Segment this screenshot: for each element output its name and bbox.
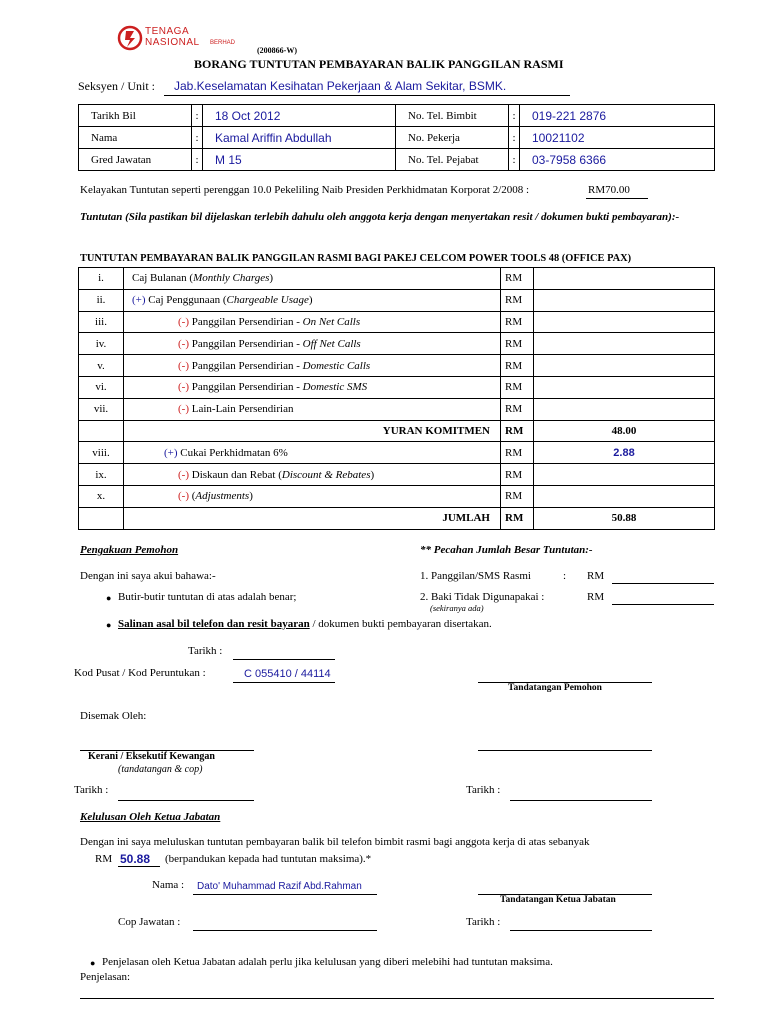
- eligibility-amount: RM70.00: [588, 184, 630, 196]
- row-description: (-) Panggilan Persendirian - Domestic SMS: [124, 376, 501, 398]
- commitment-amount: 48.00: [534, 420, 715, 442]
- colon: :: [192, 149, 203, 171]
- declaration-bullet2: Salinan asal bil telefon dan resit bayaran / dokumen bukti pembayaran disertakan.: [118, 618, 492, 630]
- mobile-field[interactable]: 019-221 2876: [520, 105, 715, 127]
- rm-label: RM: [501, 355, 534, 377]
- rm-label: RM: [587, 570, 605, 582]
- breakdown-item2-note: (sekiranya ada): [430, 603, 484, 613]
- rm-label: RM: [501, 333, 534, 355]
- row-number: vii.: [79, 398, 124, 420]
- approval-heading: Kelulusan Oleh Ketua Jabatan: [80, 811, 221, 823]
- row-number: viii.: [79, 442, 124, 464]
- breakdown-item2: 2. Baki Tidak Digunapakai :: [420, 591, 545, 603]
- stamp-field[interactable]: [193, 930, 377, 931]
- breakdown-item1: 1. Panggilan/SMS Rasmi: [420, 570, 531, 582]
- rm-label: RM: [501, 464, 534, 486]
- grade-field[interactable]: M 15: [203, 149, 396, 171]
- row-description: (-) Diskaun dan Rebat (Discount & Rebates): [124, 464, 501, 486]
- grade-label: Gred Jawatan: [79, 149, 192, 171]
- hod-name-field[interactable]: Dato' Muhammad Razif Abd.Rahman: [197, 881, 362, 892]
- checker-role-note: (tandatangan & cop): [118, 764, 203, 775]
- approval-rm-label: RM: [95, 853, 113, 865]
- amount-field[interactable]: 2.88: [534, 442, 715, 464]
- breakdown-item2-field[interactable]: [612, 604, 714, 605]
- right-date-field[interactable]: [510, 800, 652, 801]
- explanation-field[interactable]: [80, 998, 714, 999]
- row-description: (-) Panggilan Persendirian - Domestic Calls: [124, 355, 501, 377]
- claims-table: [78, 267, 715, 530]
- table-row: [79, 268, 715, 290]
- cost-code-field[interactable]: C 055410 / 44114: [244, 668, 331, 680]
- claims-title: TUNTUTAN PEMBAYARAN BALIK PANGGILAN RASMI BAGI PAKEJ CELCOM POWER TOOLS 48 (OFFICE PAX): [80, 253, 632, 264]
- row-description: (-) Panggilan Persendirian - Off Net Calls: [124, 333, 501, 355]
- unit-label: Seksyen / Unit :: [78, 79, 155, 93]
- cost-code-underline: [233, 682, 335, 683]
- hod-name-underline: [193, 894, 377, 895]
- amount-field[interactable]: [534, 333, 715, 355]
- applicant-date-field[interactable]: [233, 659, 335, 660]
- checker-role: Kerani / Eksekutif Kewangan: [88, 751, 215, 762]
- rm-label: RM: [501, 485, 534, 507]
- office-tel-field[interactable]: 03-7958 6366: [520, 149, 715, 171]
- table-row: [79, 333, 715, 355]
- declaration-text: Dengan ini saya akui bahawa:-: [80, 570, 216, 582]
- amount-field[interactable]: [534, 464, 715, 486]
- table-row: [79, 311, 715, 333]
- eligibility-underline: [586, 198, 648, 199]
- table-row: [79, 127, 715, 149]
- checker-date-field[interactable]: [118, 800, 254, 801]
- row-number: vi.: [79, 376, 124, 398]
- checked-by-label: Disemak Oleh:: [80, 710, 147, 722]
- table-row: [79, 398, 715, 420]
- unit-value[interactable]: Jab.Keselamatan Kesihatan Pekerjaan & Alam Sekitar, BSMK.: [174, 79, 507, 93]
- colon: :: [192, 105, 203, 127]
- table-row: [79, 105, 715, 127]
- bullet-icon: ●: [90, 958, 96, 968]
- row-number: iii.: [79, 311, 124, 333]
- applicant-heading: Pengakuan Pemohon: [80, 544, 179, 556]
- approval-text: Dengan ini saya meluluskan tuntutan pembayaran balik bil telefon bimbit rasmi bagi anggota kerja di atas sebanyak: [80, 836, 590, 848]
- stamp-label: Cop Jawatan :: [118, 916, 181, 928]
- colon: :: [509, 149, 520, 171]
- checker-date-label: Tarikh :: [74, 784, 109, 796]
- row-description: Caj Bulanan (Monthly Charges): [124, 268, 501, 290]
- logo-line1: TENAGA: [145, 26, 190, 37]
- row-number: ii.: [79, 289, 124, 311]
- applicant-date-label: Tarikh :: [188, 645, 223, 657]
- approval-amount-field[interactable]: 50.88: [120, 852, 151, 866]
- row-number: x.: [79, 485, 124, 507]
- row-description: (-) (Adjustments): [124, 485, 501, 507]
- hod-date-label: Tarikh :: [466, 916, 501, 928]
- breakdown-heading: ** Pecahan Jumlah Besar Tuntutan:-: [420, 544, 593, 556]
- hod-name-label: Nama :: [152, 879, 185, 891]
- row-number: i.: [79, 268, 124, 290]
- colon: :: [192, 127, 203, 149]
- colon: :: [563, 570, 567, 582]
- hod-date-field[interactable]: [510, 930, 652, 931]
- amount-field[interactable]: [534, 355, 715, 377]
- right-signature-line[interactable]: [478, 750, 652, 751]
- colon: :: [509, 105, 520, 127]
- bill-date-label: Tarikh Bil: [79, 105, 192, 127]
- cost-code-label: Kod Pusat / Kod Peruntukan :: [74, 667, 206, 679]
- bill-date-field[interactable]: 18 Oct 2012: [203, 105, 396, 127]
- table-row: [79, 485, 715, 507]
- unit-underline: [164, 95, 570, 96]
- approval-note: (berpandukan kepada had tuntutan maksima).*: [165, 853, 372, 865]
- total-row: [79, 507, 715, 529]
- rm-label: RM: [501, 420, 534, 442]
- rm-label: RM: [501, 507, 534, 529]
- amount-field[interactable]: [534, 289, 715, 311]
- tnb-logo-icon: [117, 25, 147, 51]
- amount-field[interactable]: [534, 268, 715, 290]
- staff-no-label: No. Pekerja: [396, 127, 509, 149]
- amount-field[interactable]: [534, 398, 715, 420]
- name-label: Nama: [79, 127, 192, 149]
- staff-no-field[interactable]: 10021102: [520, 127, 715, 149]
- amount-field[interactable]: [534, 376, 715, 398]
- table-row: [79, 289, 715, 311]
- rm-label: RM: [501, 289, 534, 311]
- table-row: [79, 442, 715, 464]
- rm-label: RM: [587, 591, 605, 603]
- table-row: [79, 149, 715, 171]
- footnote-text: Penjelasan oleh Ketua Jabatan adalah perlu jika kelulusan yang diberi melebihi had tuntutan maksima.: [102, 956, 553, 968]
- registration-number: (200866-W): [257, 46, 297, 55]
- name-field[interactable]: Kamal Ariffin Abdullah: [203, 127, 396, 149]
- rm-label: RM: [501, 442, 534, 464]
- colon: :: [509, 127, 520, 149]
- amount-field[interactable]: [534, 485, 715, 507]
- row-description: (-) Panggilan Persendirian - On Net Calls: [124, 311, 501, 333]
- table-row: [79, 355, 715, 377]
- approval-amount-underline: [118, 866, 160, 867]
- right-date-label: Tarikh :: [466, 784, 501, 796]
- claim-instruction: Tuntutan (Sila pastikan bil dijelaskan terlebih dahulu oleh anggota kerja dengan menyertakan resit / dokumen bukti pembayaran):-: [80, 211, 680, 223]
- table-row: [79, 376, 715, 398]
- row-description: (-) Lain-Lain Persendirian: [124, 398, 501, 420]
- breakdown-item1-field[interactable]: [612, 583, 714, 584]
- eligibility-text: Kelayakan Tuntutan seperti perenggan 10.0 Pekeliling Naib Presiden Perkhidmatan Korporat 2/2008 :: [80, 184, 530, 196]
- bullet-icon: ●: [106, 620, 112, 630]
- office-tel-label: No. Tel. Pejabat: [396, 149, 509, 171]
- tnb-logo: [117, 25, 147, 51]
- commitment-label: YURAN KOMITMEN: [124, 420, 501, 442]
- row-number: ix.: [79, 464, 124, 486]
- total-amount: 50.88: [534, 507, 715, 529]
- commitment-row: [79, 420, 715, 442]
- declaration-bullet1: Butir-butir tuntutan di atas adalah benar;: [118, 591, 297, 603]
- table-row: [79, 464, 715, 486]
- logo-line2: NASIONAL: [145, 37, 200, 48]
- rm-label: RM: [501, 376, 534, 398]
- explanation-label: Penjelasan:: [80, 971, 131, 983]
- applicant-info-table: [78, 104, 715, 171]
- hod-signature-label: Tandatangan Ketua Jabatan: [500, 895, 616, 905]
- rm-label: RM: [501, 311, 534, 333]
- bullet-icon: ●: [106, 593, 112, 603]
- form-title: BORANG TUNTUTAN PEMBAYARAN BALIK PANGGILAN RASMI: [194, 57, 564, 71]
- applicant-signature-label: Tandatangan Pemohon: [508, 683, 602, 693]
- rm-label: RM: [501, 268, 534, 290]
- row-number: iv.: [79, 333, 124, 355]
- logo-suffix: BERHAD: [210, 40, 236, 46]
- mobile-label: No. Tel. Bimbit: [396, 105, 509, 127]
- row-number: v.: [79, 355, 124, 377]
- rm-label: RM: [501, 398, 534, 420]
- row-description: (+) Cukai Perkhidmatan 6%: [124, 442, 501, 464]
- row-description: (+) Caj Penggunaan (Chargeable Usage): [124, 289, 501, 311]
- amount-field[interactable]: [534, 311, 715, 333]
- total-label: JUMLAH: [124, 507, 501, 529]
